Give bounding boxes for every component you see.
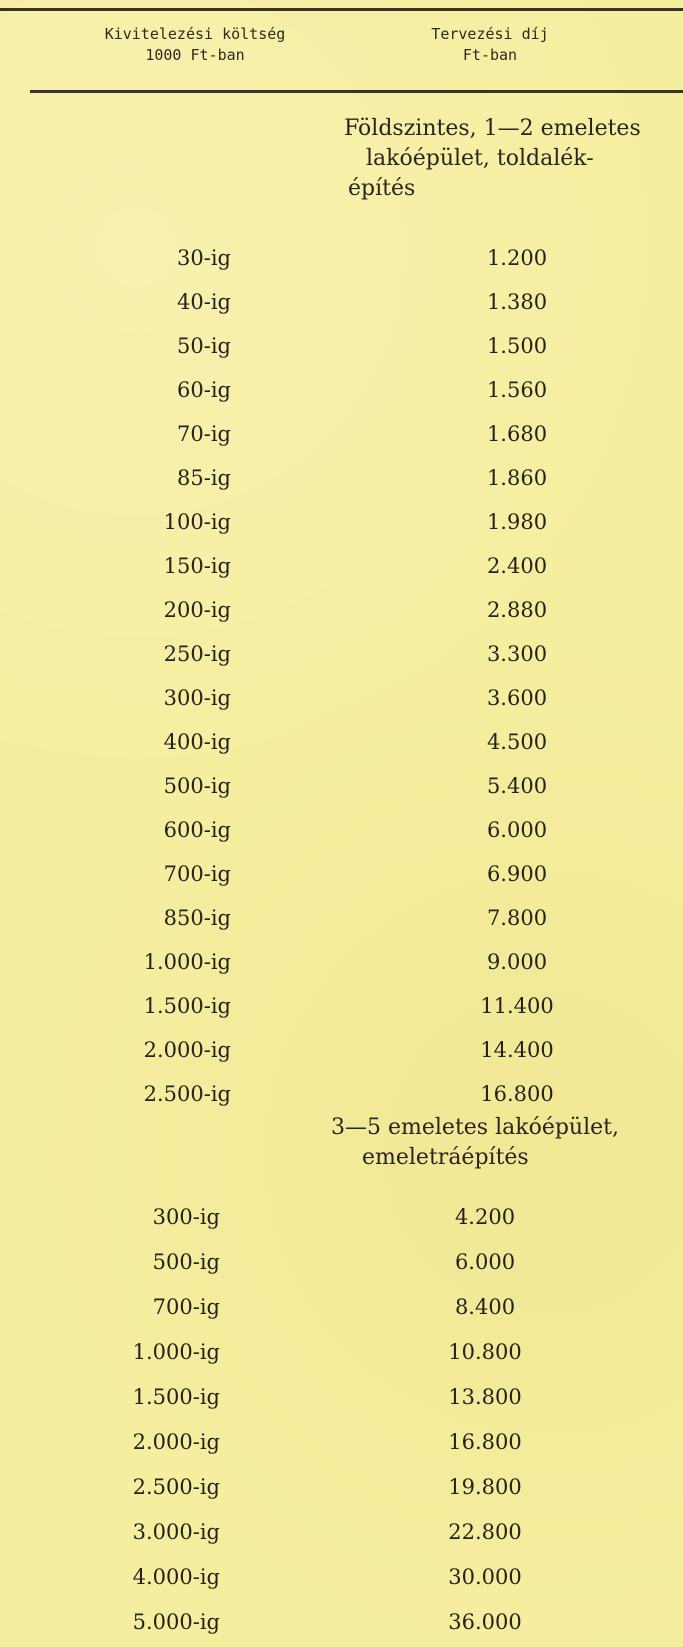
- cost-cell: 2.000-ig: [132, 1430, 220, 1454]
- table-row: [0, 280, 683, 324]
- table-row: [0, 1240, 683, 1285]
- table-row: [0, 1510, 683, 1555]
- fee-header-line-1: Tervezési díj: [431, 25, 549, 43]
- cost-cell: 30-ig: [177, 246, 231, 270]
- fee-cell: 16.800: [480, 1082, 554, 1106]
- cost-cell: 5.000-ig: [132, 1610, 220, 1634]
- cost-cell: 3.000-ig: [132, 1520, 220, 1544]
- table-row: [0, 852, 683, 896]
- cost-cell: 300-ig: [152, 1205, 220, 1229]
- fee-cell: 7.800: [486, 906, 548, 930]
- fee-cell: 22.800: [448, 1520, 522, 1544]
- table-row: [0, 1420, 683, 1465]
- table-row: [0, 588, 683, 632]
- fee-cell: 1.680: [486, 422, 548, 446]
- cost-cell: 2.500-ig: [132, 1475, 220, 1499]
- fee-cell: 3.300: [486, 642, 548, 666]
- fee-cell: 1.860: [486, 466, 548, 490]
- table-row: [0, 500, 683, 544]
- fee-cell: 6.000: [454, 1250, 516, 1274]
- cost-header-line-2: 1000 Ft-ban: [145, 46, 245, 64]
- cost-cell: 60-ig: [177, 378, 231, 402]
- cost-cell: 70-ig: [177, 422, 231, 446]
- table-row: [0, 1465, 683, 1510]
- table-row: [0, 1028, 683, 1072]
- cost-cell: 100-ig: [163, 510, 231, 534]
- section-1-table: [0, 236, 683, 1116]
- cost-cell: 4.000-ig: [132, 1565, 220, 1589]
- table-row: [0, 1375, 683, 1420]
- table-row: [0, 368, 683, 412]
- section-2-title-line: emeletráépítés: [362, 1145, 529, 1170]
- table-row: [0, 324, 683, 368]
- fee-cell: 11.400: [480, 994, 554, 1018]
- cost-cell: 400-ig: [163, 730, 231, 754]
- cost-cell: 40-ig: [177, 290, 231, 314]
- cost-cell: 1.000-ig: [132, 1340, 220, 1364]
- cost-cell: 500-ig: [163, 774, 231, 798]
- table-row: [0, 720, 683, 764]
- table-row: [0, 896, 683, 940]
- fee-cell: 2.880: [486, 598, 548, 622]
- cost-cell: 1.000-ig: [143, 950, 231, 974]
- fee-cell: 4.500: [486, 730, 548, 754]
- fee-cell: 1.380: [486, 290, 548, 314]
- fee-cell: 8.400: [454, 1295, 516, 1319]
- table-row: [0, 764, 683, 808]
- cost-cell: 1.500-ig: [132, 1385, 220, 1409]
- section-1-title-line: Földszintes, 1—2 emeletes: [344, 116, 641, 141]
- fee-cell: 36.000: [448, 1610, 522, 1634]
- table-row: [0, 632, 683, 676]
- table-row: [0, 412, 683, 456]
- table-row: [0, 1072, 683, 1116]
- fee-cell: 4.200: [454, 1205, 516, 1229]
- cost-cell: 50-ig: [177, 334, 231, 358]
- cost-cell: 200-ig: [163, 598, 231, 622]
- fee-cell: 16.800: [448, 1430, 522, 1454]
- table-row: [0, 984, 683, 1028]
- cost-header-line-1: Kivitelezési költség: [104, 25, 286, 43]
- fee-cell: 1.560: [486, 378, 548, 402]
- table-row: [0, 808, 683, 852]
- cost-cell: 2.000-ig: [143, 1038, 231, 1062]
- fee-column-header: [395, 24, 585, 66]
- table-row: [0, 544, 683, 588]
- table-row: [0, 236, 683, 280]
- table-row: [0, 1195, 683, 1240]
- cost-cell: 700-ig: [152, 1295, 220, 1319]
- table-row: [0, 676, 683, 720]
- table-row: [0, 1600, 683, 1645]
- top-rule: [0, 8, 683, 11]
- cost-cell: 300-ig: [163, 686, 231, 710]
- cost-cell: 700-ig: [163, 862, 231, 886]
- fee-cell: 1.980: [486, 510, 548, 534]
- fee-cell: 1.500: [486, 334, 548, 358]
- section-1-title-line: lakóépület, toldalék-: [366, 146, 594, 171]
- fee-cell: 10.800: [448, 1340, 522, 1364]
- table-row: [0, 456, 683, 500]
- section-2-title: [331, 1113, 676, 1173]
- fee-cell: 6.000: [486, 818, 548, 842]
- fee-cell: 14.400: [480, 1038, 554, 1062]
- section-1-title: [344, 114, 674, 204]
- fee-cell: 19.800: [448, 1475, 522, 1499]
- cost-column-header: [75, 24, 315, 66]
- fee-cell: 5.400: [486, 774, 548, 798]
- table-row: [0, 1285, 683, 1330]
- section-1-title-line: építés: [348, 176, 416, 201]
- cost-cell: 500-ig: [152, 1250, 220, 1274]
- fee-header-line-2: Ft-ban: [462, 46, 518, 64]
- section-2-title-line: 3—5 emeletes lakóépület,: [331, 1115, 619, 1140]
- section-2-table: [0, 1195, 683, 1645]
- fee-cell: 2.400: [486, 554, 548, 578]
- cost-cell: 150-ig: [163, 554, 231, 578]
- cost-cell: 85-ig: [177, 466, 231, 490]
- cost-cell: 2.500-ig: [143, 1082, 231, 1106]
- fee-cell: 13.800: [448, 1385, 522, 1409]
- table-row: [0, 1330, 683, 1375]
- fee-cell: 30.000: [448, 1565, 522, 1589]
- cost-cell: 850-ig: [163, 906, 231, 930]
- fee-cell: 6.900: [486, 862, 548, 886]
- table-row: [0, 940, 683, 984]
- fee-cell: 9.000: [486, 950, 548, 974]
- cost-cell: 1.500-ig: [143, 994, 231, 1018]
- cost-cell: 600-ig: [163, 818, 231, 842]
- cost-cell: 250-ig: [163, 642, 231, 666]
- header-rule: [30, 90, 683, 93]
- fee-cell: 3.600: [486, 686, 548, 710]
- fee-cell: 1.200: [486, 246, 548, 270]
- table-row: [0, 1555, 683, 1600]
